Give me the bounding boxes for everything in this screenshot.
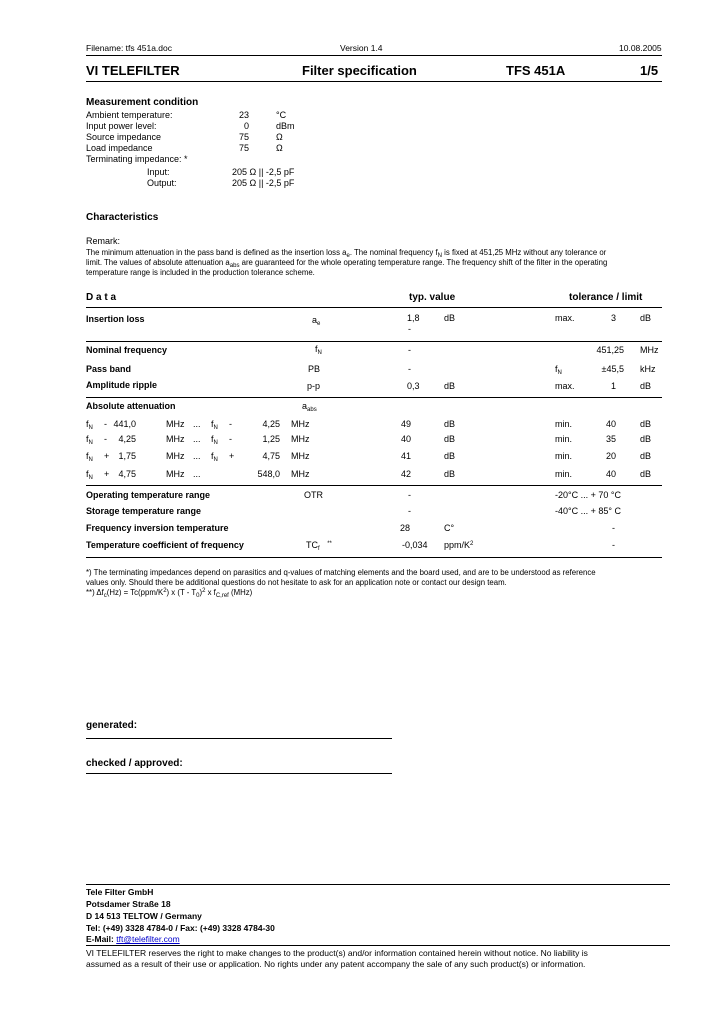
input-label: Input: bbox=[147, 167, 170, 177]
footer-rule bbox=[86, 884, 670, 885]
insertion-loss-lim: max. bbox=[555, 313, 575, 323]
row-rule bbox=[86, 397, 662, 398]
insertion-loss-limval: 3 bbox=[610, 313, 616, 323]
temp-coeff-symbol: $TC_f$ ** bbox=[306, 540, 332, 552]
measurement-title: Measurement condition bbox=[86, 97, 199, 108]
op-temp-symbol: OTR bbox=[304, 490, 323, 500]
storage-temp-label: Storage temperature range bbox=[86, 506, 202, 516]
meas-label: Load impedance bbox=[86, 143, 153, 153]
remark-label: Remark: bbox=[86, 236, 121, 246]
amplitude-ripple-unit: dB bbox=[444, 381, 456, 391]
meas-unit: Ω bbox=[276, 143, 283, 153]
footer-street: Potsdamer Straße 18 bbox=[86, 899, 171, 909]
inversion-temp-lim: - bbox=[612, 523, 615, 533]
temp-coeff-typ: -0,034 bbox=[402, 540, 428, 550]
row-rule bbox=[86, 485, 662, 486]
temp-coeff-label: Temperature coefficient of frequency bbox=[86, 540, 244, 550]
page-number: 1/5 bbox=[640, 63, 659, 78]
amplitude-ripple-symbol: p-p bbox=[307, 381, 321, 391]
amplitude-ripple-lim: max. bbox=[555, 381, 575, 391]
meas-label: Ambient temperature: bbox=[86, 110, 173, 120]
pass-band-typ: - bbox=[408, 364, 411, 374]
email-label: E-Mail: bbox=[86, 934, 114, 944]
inversion-temp-typ: 28 bbox=[400, 523, 411, 533]
date: 10.08.2005 bbox=[619, 43, 662, 53]
pass-band-symbol: PB bbox=[308, 364, 321, 374]
absolute-attenuation-symbol: $a_{abs}$ bbox=[302, 401, 317, 413]
col-data-header: D a t a bbox=[86, 292, 117, 303]
footer-city: D 14 513 TELTOW / Germany bbox=[86, 911, 202, 921]
meas-value: 0 bbox=[243, 121, 249, 131]
footnote-1-line-2: values only. Should there be additional questions do not hesitate to ask for an application note or contact our design team. bbox=[86, 578, 507, 587]
meas-label: Source impedance bbox=[86, 132, 162, 142]
op-temp-typ: - bbox=[408, 490, 411, 500]
nominal-frequency-symbol: $f_N$ bbox=[315, 344, 322, 356]
meas-value: 23 bbox=[238, 110, 249, 120]
amplitude-ripple-limval: 1 bbox=[610, 381, 616, 391]
pass-band-lim: $f_N$ bbox=[555, 364, 562, 376]
absolute-attenuation-label: Absolute attenuation bbox=[86, 401, 176, 411]
meas-value: 75 bbox=[238, 132, 249, 142]
pass-band-label: Pass band bbox=[86, 364, 132, 374]
meas-unit: Ω bbox=[276, 132, 283, 142]
header-rule bbox=[86, 55, 662, 56]
pass-band-limunit: kHz bbox=[640, 364, 656, 374]
storage-temp-lim: -40°C ... + 85° C bbox=[555, 506, 621, 516]
disclaimer-line-2: assumed as a result of their use or application. No rights under any patent accompany the sale of any such product(s) or information. bbox=[86, 959, 586, 969]
insertion-loss-limunit: dB bbox=[640, 313, 652, 323]
filename: Filename: tfs 451a.doc bbox=[86, 43, 172, 53]
company-name: VI TELEFILTER bbox=[86, 63, 180, 78]
col-tol-header: tolerance / limit bbox=[569, 292, 643, 303]
remark-line-3: temperature range is included in the production tolerance scheme. bbox=[86, 268, 315, 277]
insertion-loss-symbol: $a_e$ bbox=[312, 315, 321, 327]
inversion-temp-unit: C° bbox=[444, 523, 455, 533]
checked-signature-line bbox=[86, 773, 392, 774]
nominal-frequency-typ: - bbox=[408, 345, 411, 355]
inversion-temp-label: Frequency inversion temperature bbox=[86, 523, 229, 533]
pass-band-limval: ±45,5 bbox=[601, 364, 624, 374]
output-label: Output: bbox=[147, 178, 177, 188]
terminating-label: Terminating impedance: * bbox=[86, 154, 188, 164]
insertion-loss-unit: dB bbox=[444, 313, 456, 323]
insertion-loss-typ2: - bbox=[408, 324, 411, 334]
amplitude-ripple-limunit: dB bbox=[640, 381, 652, 391]
row-rule bbox=[86, 557, 662, 558]
footer-company: Tele Filter GmbH bbox=[86, 887, 154, 897]
output-value: 205 Ω || -2,5 pF bbox=[232, 178, 295, 188]
temp-coeff-lim: - bbox=[612, 540, 615, 550]
part-number: TFS 451A bbox=[506, 63, 566, 78]
footer-rule-2 bbox=[86, 945, 670, 946]
version: Version 1.4 bbox=[340, 43, 383, 53]
row-rule bbox=[86, 341, 662, 342]
storage-temp-typ: - bbox=[408, 506, 411, 516]
checked-label: checked / approved: bbox=[86, 758, 183, 769]
footnote-1-line-1: *) The terminating impedances depend on parasitics and q-values of matching elements and the board used, and are to be understood as reference bbox=[86, 568, 596, 577]
footer-email-row bbox=[86, 934, 180, 944]
col-typ-header: typ. value bbox=[409, 292, 456, 303]
footnote-2: **) $\Delta f_c(Hz) = Tc(ppm/K^2)$ x $(T - T_0)^2$ x $f_{C,ref}$ (MHz) bbox=[86, 588, 253, 599]
disclaimer-line-1: VI TELEFILTER reserves the right to make changes to the product(s) and/or information contained herein without notice. No liability is bbox=[86, 948, 588, 958]
email-link[interactable]: tft@telefilter.com bbox=[116, 934, 180, 944]
temp-coeff-unit: ppm/$K^2$ bbox=[444, 540, 474, 550]
nominal-frequency-limval: 451,25 bbox=[596, 345, 624, 355]
characteristics-title: Characteristics bbox=[86, 212, 159, 223]
meas-unit: dBm bbox=[276, 121, 295, 131]
meas-unit: °C bbox=[276, 110, 287, 120]
op-temp-label: Operating temperature range bbox=[86, 490, 211, 500]
insertion-loss-typ: 1,8 bbox=[407, 313, 420, 323]
doc-title: Filter specification bbox=[302, 63, 417, 78]
nominal-frequency-limunit: MHz bbox=[640, 345, 659, 355]
generated-label: generated: bbox=[86, 720, 138, 731]
header-rule-2 bbox=[86, 81, 662, 82]
insertion-loss-label: Insertion loss bbox=[86, 314, 145, 324]
table-rule bbox=[86, 307, 662, 308]
remark-line-1: The minimum attenuation in the pass band is defined as the insertion loss $a_e$. The nominal frequency $f_N$ is fixed at 451,25 MHz without any tolerance or bbox=[86, 248, 607, 259]
op-temp-lim: -20°C ... + 70 °C bbox=[555, 490, 621, 500]
nominal-frequency-label: Nominal frequency bbox=[86, 345, 168, 355]
amplitude-ripple-label: Amplitude ripple bbox=[86, 380, 158, 390]
input-value: 205 Ω || -2,5 pF bbox=[232, 167, 295, 177]
meas-label: Input power level: bbox=[86, 121, 157, 131]
meas-value: 75 bbox=[238, 143, 249, 153]
footer-phone: Tel: (+49) 3328 4784-0 / Fax: (+49) 3328 4784-30 bbox=[86, 923, 275, 933]
generated-signature-line bbox=[86, 738, 392, 739]
amplitude-ripple-typ: 0,3 bbox=[407, 381, 420, 391]
remark-line-2: limit. The values of absolute attenuation $a_{abs}$ are guaranteed for the whole operating temperature range. The frequency shift of the filter in the operating bbox=[86, 258, 608, 269]
